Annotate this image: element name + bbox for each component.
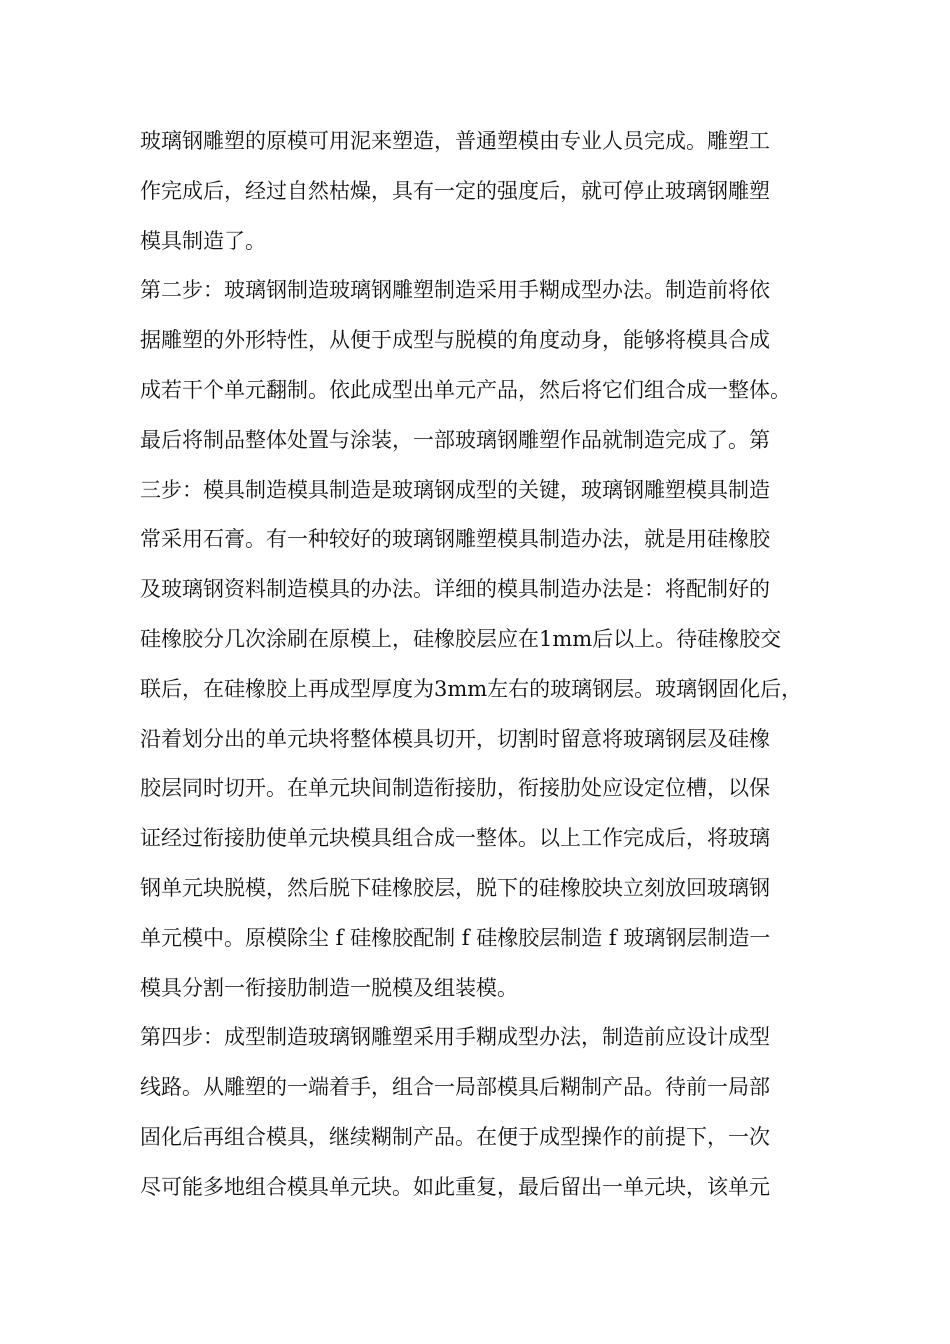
text-line: 钢单元块脱模，然后脱下硅橡胶层，脱下的硅橡胶块立刻放回玻璃钢 <box>140 875 770 900</box>
text-line: 单元模中。原模除尘 f 硅橡胶配制 f 硅橡胶层制造 f 玻璃钢层制造一 <box>140 925 771 950</box>
text-line: 三步：模具制造模具制造是玻璃钢成型的关键，玻璃钢雕塑模具制造 <box>140 477 770 502</box>
text-line: 证经过衔接肋使单元块模具组合成一整体。以上工作完成后，将玻璃 <box>140 826 770 851</box>
text-line: 胶层同时切开。在单元块间制造衔接肋，衔接肋处应设定位槽，以保 <box>140 776 770 801</box>
text-line: 最后将制品整体处置与涂装，一部玻璃钢雕塑作品就制造完成了。第 <box>140 427 770 452</box>
text-line: 作完成后，经过自然枯燥，具有一定的强度后，就可停止玻璃钢雕塑 <box>140 178 770 203</box>
text-line: 及玻璃钢资料制造模具的办法。详细的模具制造办法是：将配制好的 <box>140 577 770 602</box>
text-line: 据雕塑的外形特性，从便于成型与脱模的角度动身，能够将模具合成 <box>140 328 770 353</box>
body-text <box>140 117 830 1213</box>
text-line: 成若干个单元翻制。依此成型出单元产品，然后将它们组合成一整体。 <box>140 377 791 402</box>
text-line: 模具分割一衔接肋制造一脱模及组装模。 <box>140 975 518 1000</box>
text-line: 联后，在硅橡胶上再成型厚度为3mm左右的玻璃钢层。玻璃钢固化后， <box>140 676 803 701</box>
text-line: 沿着划分出的单元块将整体模具切开，切割时留意将玻璃钢层及硅橡 <box>140 726 770 751</box>
text-line: 玻璃钢雕塑的原模可用泥来塑造，普通塑模由专业人员完成。雕塑工 <box>140 129 770 153</box>
text-line: 尽可能多地组合模具单元块。如此重复，最后留出一单元块，该单元 <box>140 1174 770 1199</box>
text-line: 第四步：成型制造玻璃钢雕塑采用手糊成型办法，制造前应设计成型 <box>140 1025 770 1050</box>
text-line: 第二步：玻璃钢制造玻璃钢雕塑制造采用手糊成型办法。制造前将依 <box>140 278 770 303</box>
text-line: 硅橡胶分几次涂刷在原模上，硅橡胶层应在1mm后以上。待硅橡胶交 <box>140 626 782 651</box>
text-line: 模具制造了。 <box>140 228 266 253</box>
text-line: 固化后再组合模具，继续糊制产品。在便于成型操作的前提下，一次 <box>140 1124 770 1149</box>
text-line: 常采用石膏。有一种较好的玻璃钢雕塑模具制造办法，就是用硅橡胶 <box>140 527 770 552</box>
text-line: 线路。从雕塑的一端着手，组合一局部模具后糊制产品。待前一局部 <box>140 1075 770 1100</box>
